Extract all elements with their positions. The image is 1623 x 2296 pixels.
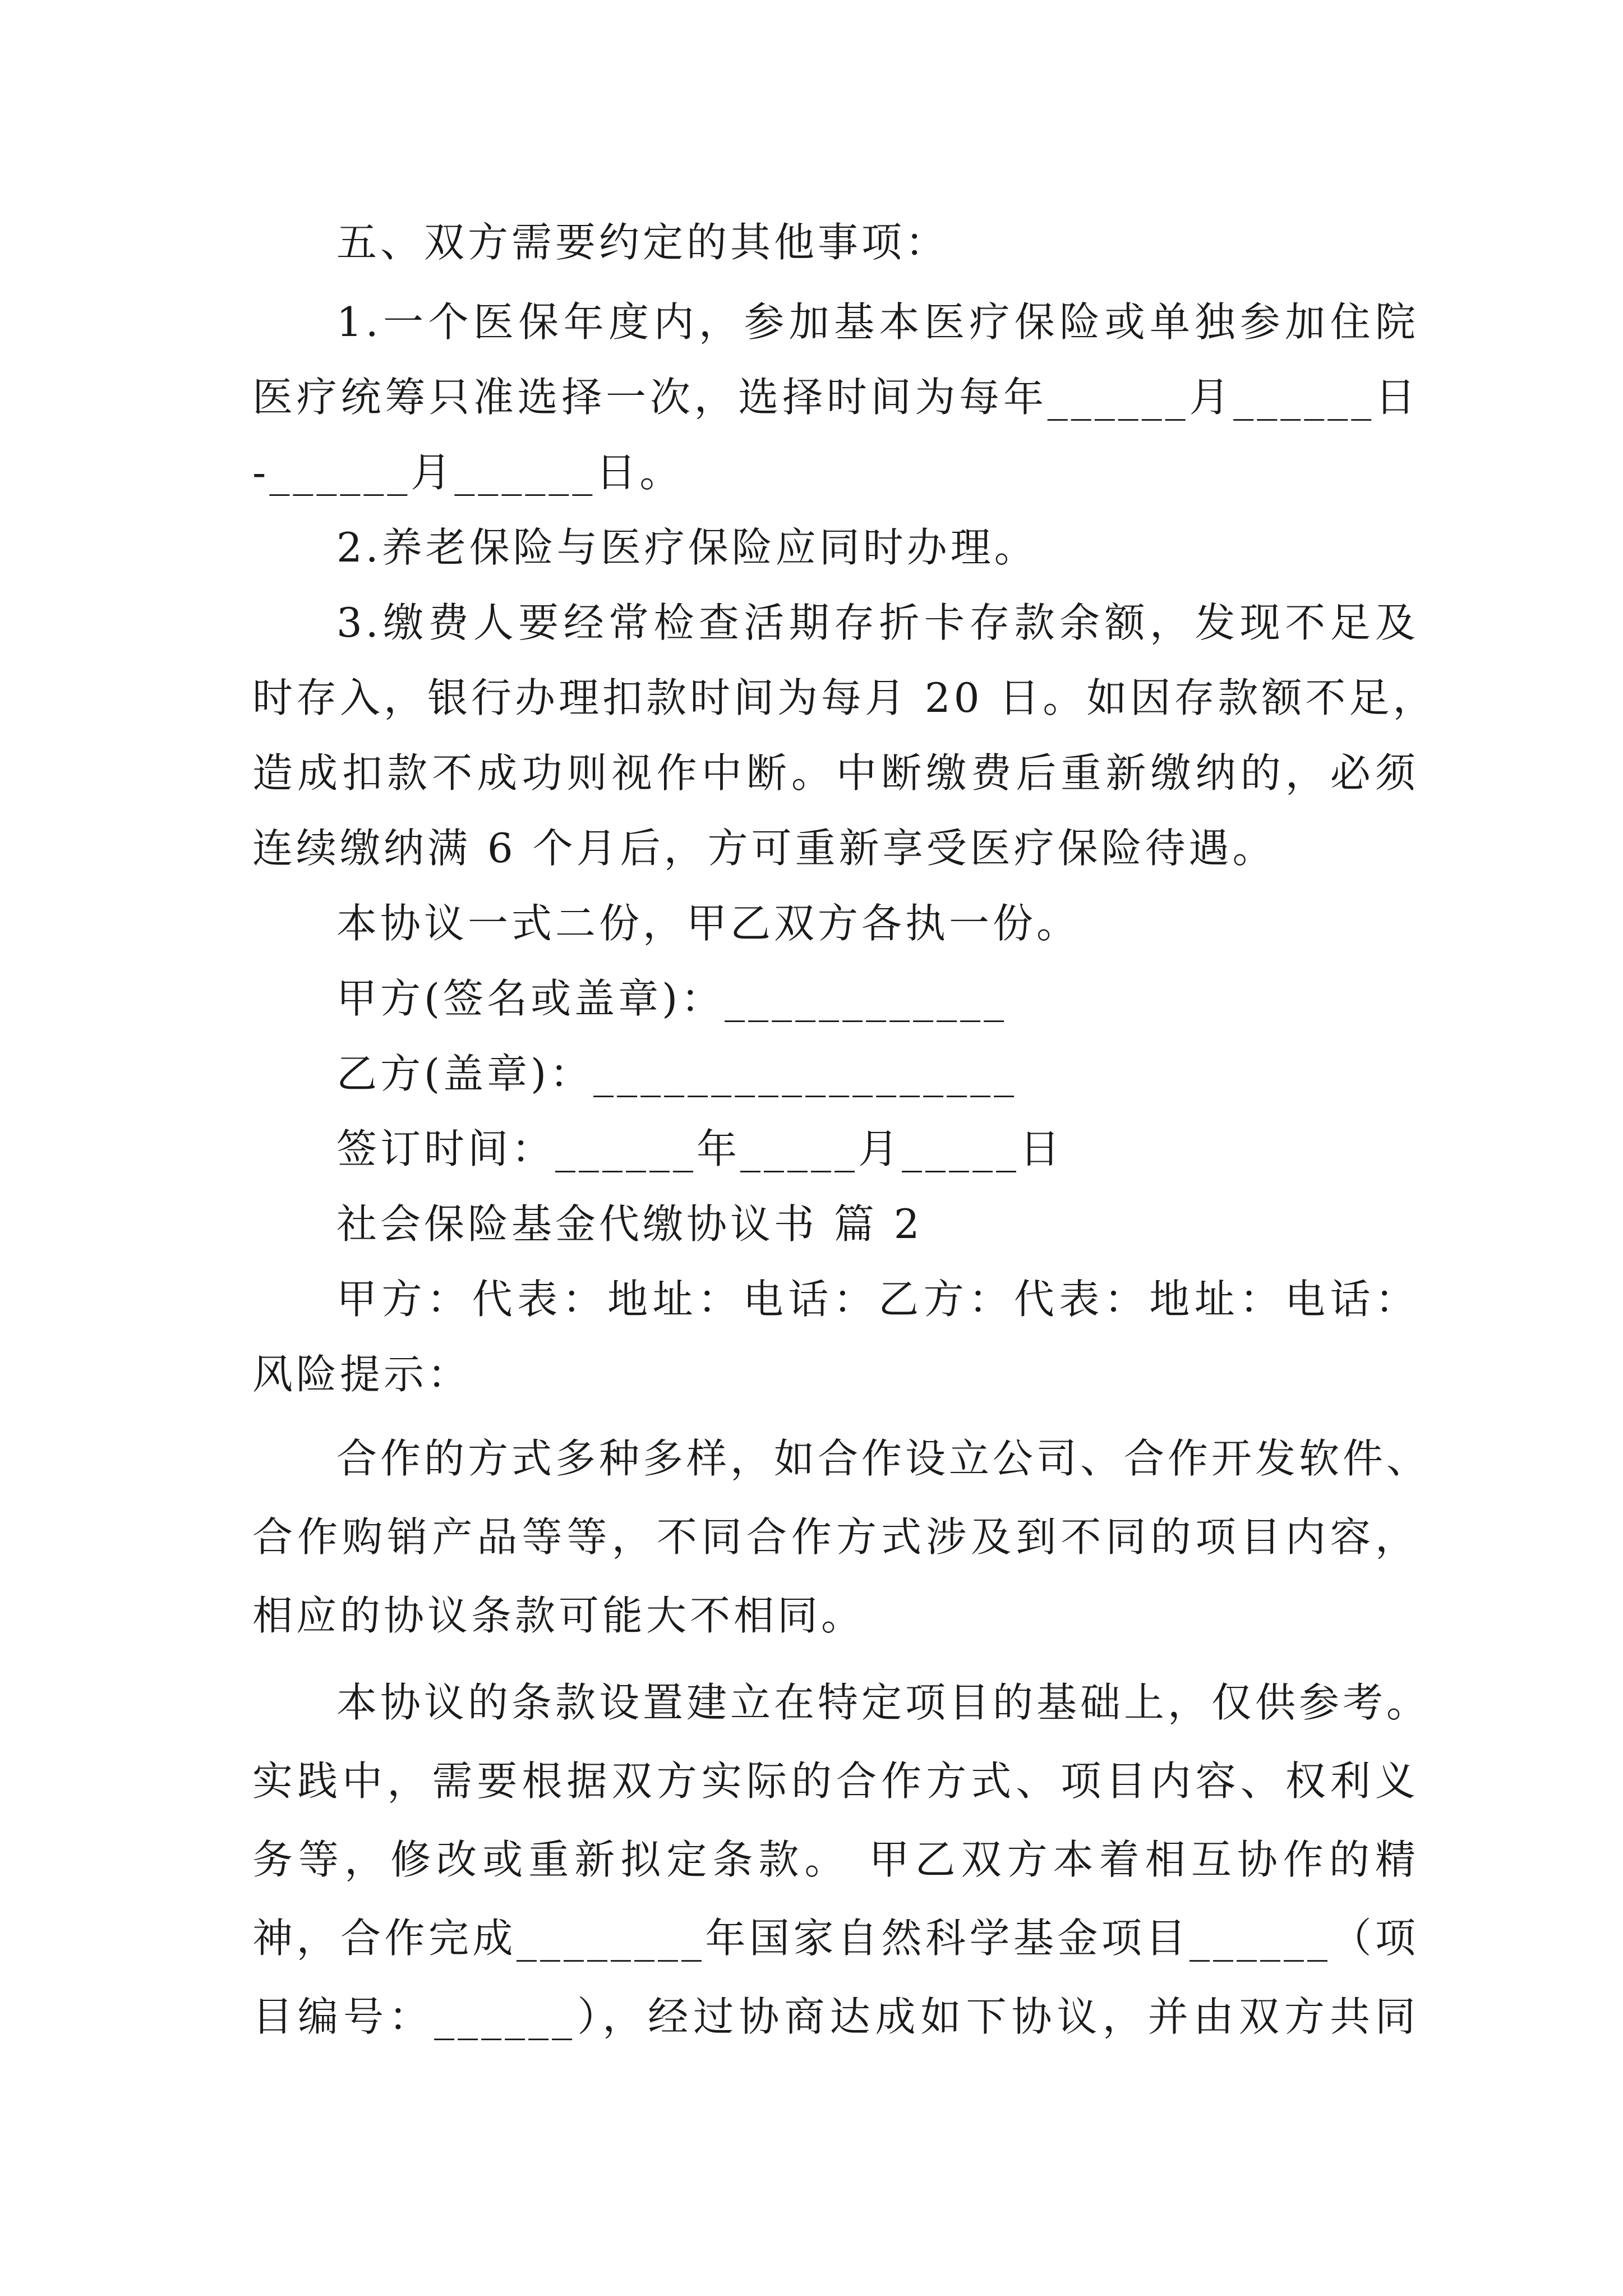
- paragraph-line: 3.缴费人要经常检查活期存折卡存款余额，发现不足及: [336, 599, 1419, 646]
- section-heading: 五、双方需要约定的其他事项：: [336, 219, 949, 266]
- signing-date-line: 签订时间：______年_____月_____日: [336, 1125, 1064, 1172]
- paragraph-line: 合作的方式多种多样，如合作设立公司、合作开发软件、: [336, 1435, 1431, 1482]
- paragraph-line: 合作购销产品等等，不同合作方式涉及到不同的项目内容，: [252, 1513, 1419, 1561]
- paragraph-line: 相应的协议条款可能大不相同。: [252, 1592, 865, 1639]
- paragraph-line: 实践中，需要根据双方实际的合作方式、项目内容、权利义: [252, 1757, 1419, 1805]
- signature-line-party-a: 甲方(签名或盖章)：____________: [336, 975, 1008, 1022]
- paragraph-line: 本协议一式二份，甲乙双方各执一份。: [336, 900, 1081, 947]
- paragraph-line: 时存入，银行办理扣款时间为每月 20 日。如因存款额不足，: [252, 674, 1437, 721]
- paragraph-line: 本协议的条款设置建立在特定项目的基础上，仅供参考。: [336, 1679, 1431, 1726]
- paragraph-line: 神，合作完成________年国家自然科学基金项目______（项: [252, 1915, 1419, 1962]
- paragraph-line: 2.养老保险与医疗保险应同时办理。: [336, 524, 1038, 571]
- paragraph-line: 医疗统筹只准选择一次，选择时间为每年______月______日: [252, 374, 1419, 421]
- paragraph-line: 目编号：______），经过协商达成如下协议，并由双方共同: [252, 1993, 1419, 2040]
- paragraph-line: 造成扣款不成功则视作中断。中断缴费后重新缴纳的，必须: [252, 749, 1419, 797]
- paragraph-line: 甲方：代表：地址：电话：乙方：代表：地址：电话：: [336, 1276, 1419, 1323]
- paragraph-line: 风险提示：: [252, 1351, 472, 1398]
- paragraph-line: 1.一个医保年度内，参加基本医疗保险或单独参加住院: [336, 298, 1419, 346]
- paragraph-line: 连续缴纳满 6 个月后，方可重新享受医疗保险待遇。: [252, 825, 1276, 872]
- paragraph-line: 务等，修改或重新拟定条款。 甲乙双方本着相互协作的精: [252, 1836, 1419, 1883]
- paragraph-line: -______月______日。: [252, 449, 684, 496]
- section-title: 社会保险基金代缴协议书 篇 2: [336, 1200, 923, 1248]
- signature-line-party-b: 乙方(盖章)：__________________: [336, 1050, 1018, 1097]
